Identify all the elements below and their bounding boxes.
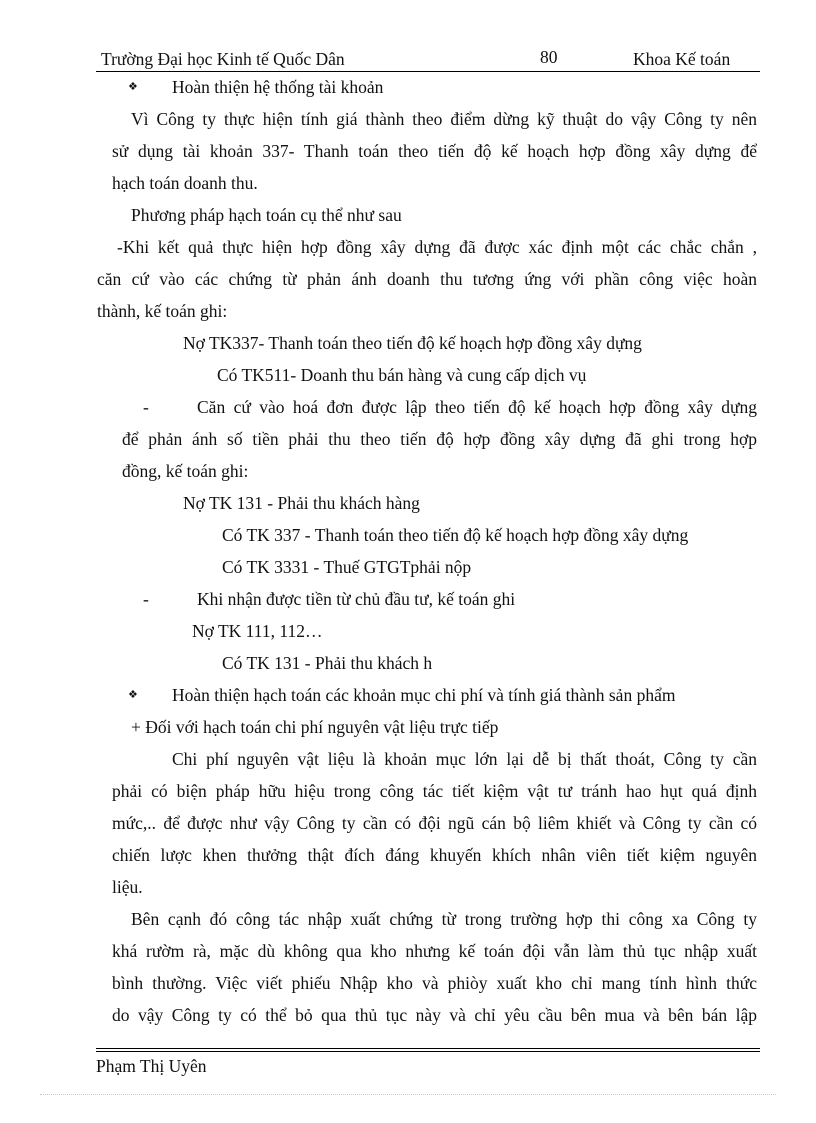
entry-debit: Nợ TK 131 - Phải thu khách hàng [183,493,420,513]
bullet-icon: ❖ [128,689,138,701]
text-line: do vậy Công ty có thể bỏ qua thủ tục này và chỉ yêu cầu bên mua và bên bán lập [112,1005,757,1025]
header-faculty: Khoa Kế toán [633,49,731,69]
text-line: chiến lược khen thưởng thật đích đáng khuyến khích nhân viên tiết kiệm nguyên [112,845,757,865]
text-line: Căn cứ vào hoá đơn được lập theo tiến độ kế hoạch hợp đồng xây dựng [197,397,757,417]
text-line: Vì Công ty thực hiện tính giá thành theo điểm dừng kỹ thuật do vậy Công ty nên [131,109,757,129]
text-line: sử dụng tài khoản 337- Thanh toán theo tiến độ kế hoạch hợp đồng xây dựng để [112,141,757,161]
text-line: phải có biện pháp hữu hiệu trong công tác tiết kiệm vật tư tránh hao hụt quá định [112,781,757,801]
entry-debit: Nợ TK 111, 112… [192,621,323,641]
text-line: Khi nhận được tiền từ chủ đầu tư, kế toán ghi [197,589,516,609]
dash-marker: - [143,589,149,609]
section-heading: Hoàn thiện hệ thống tài khoản [172,77,384,97]
text-line: Chi phí nguyên vật liệu là khoản mục lớn lại dễ bị thất thoát, Công ty cần [172,749,757,769]
entry-credit: Có TK511- Doanh thu bán hàng và cung cấp dịch vụ [217,365,587,385]
text-line: bình thường. Việc viết phiếu Nhập kho và phiòy xuất kho chỉ mang tính hình thức [112,973,757,993]
entry-credit: Có TK 3331 - Thuế GTGTphải nộp [222,557,472,577]
text-line: liệu. [112,877,143,897]
text-line: hạch toán doanh thu. [112,173,258,193]
entry-credit: Có TK 131 - Phải thu khách h [222,653,433,673]
header-rule [96,71,760,72]
header-school: Trường Đại học Kinh tế Quốc Dân [101,49,345,69]
section-heading: Hoàn thiện hạch toán các khoản mục chi phí và tính giá thành sản phẩm [172,685,676,705]
text-line: mức,.. để được như vậy Công ty cần có đội ngũ cán bộ liêm khiết và Công ty cần có [112,813,757,833]
text-line: Bên cạnh đó công tác nhập xuất chứng từ trong trường hợp thi công xa Công ty [131,909,757,929]
page-number: 80 [540,47,558,67]
text-line: để phản ánh số tiền phải thu theo tiến độ hợp đồng xây dựng đã ghi trong hợp [122,429,757,449]
text-line: căn cứ vào các chứng từ phản ánh doanh thu tương ứng với phần công việc hoàn [97,269,757,289]
footer-author: Phạm Thị Uyên [96,1056,207,1076]
text-line: khá rườm rà, mặc dù không qua kho nhưng kế toán đội vẫn làm thủ tục nhập xuất [112,941,757,961]
bullet-icon: ❖ [128,81,138,93]
text-line: đồng, kế toán ghi: [122,461,249,481]
footer-rule [96,1048,760,1049]
entry-credit: Có TK 337 - Thanh toán theo tiến độ kế hoạch hợp đồng xây dựng [222,525,689,545]
footer-rule [96,1051,760,1052]
page-edge-divider [40,1094,776,1095]
dash-marker: - [143,397,149,417]
text-line: Phương pháp hạch toán cụ thể như sau [131,205,402,225]
text-line: thành, kế toán ghi: [97,301,228,321]
text-line: -Khi kết quả thực hiện hợp đồng xây dựng đã được xác định một các chắc chắn , [117,237,757,257]
entry-debit: Nợ TK337- Thanh toán theo tiến độ kế hoạch hợp đồng xây dựng [183,333,642,353]
subsection-heading: + Đối với hạch toán chi phí nguyên vật liệu trực tiếp [131,717,499,737]
